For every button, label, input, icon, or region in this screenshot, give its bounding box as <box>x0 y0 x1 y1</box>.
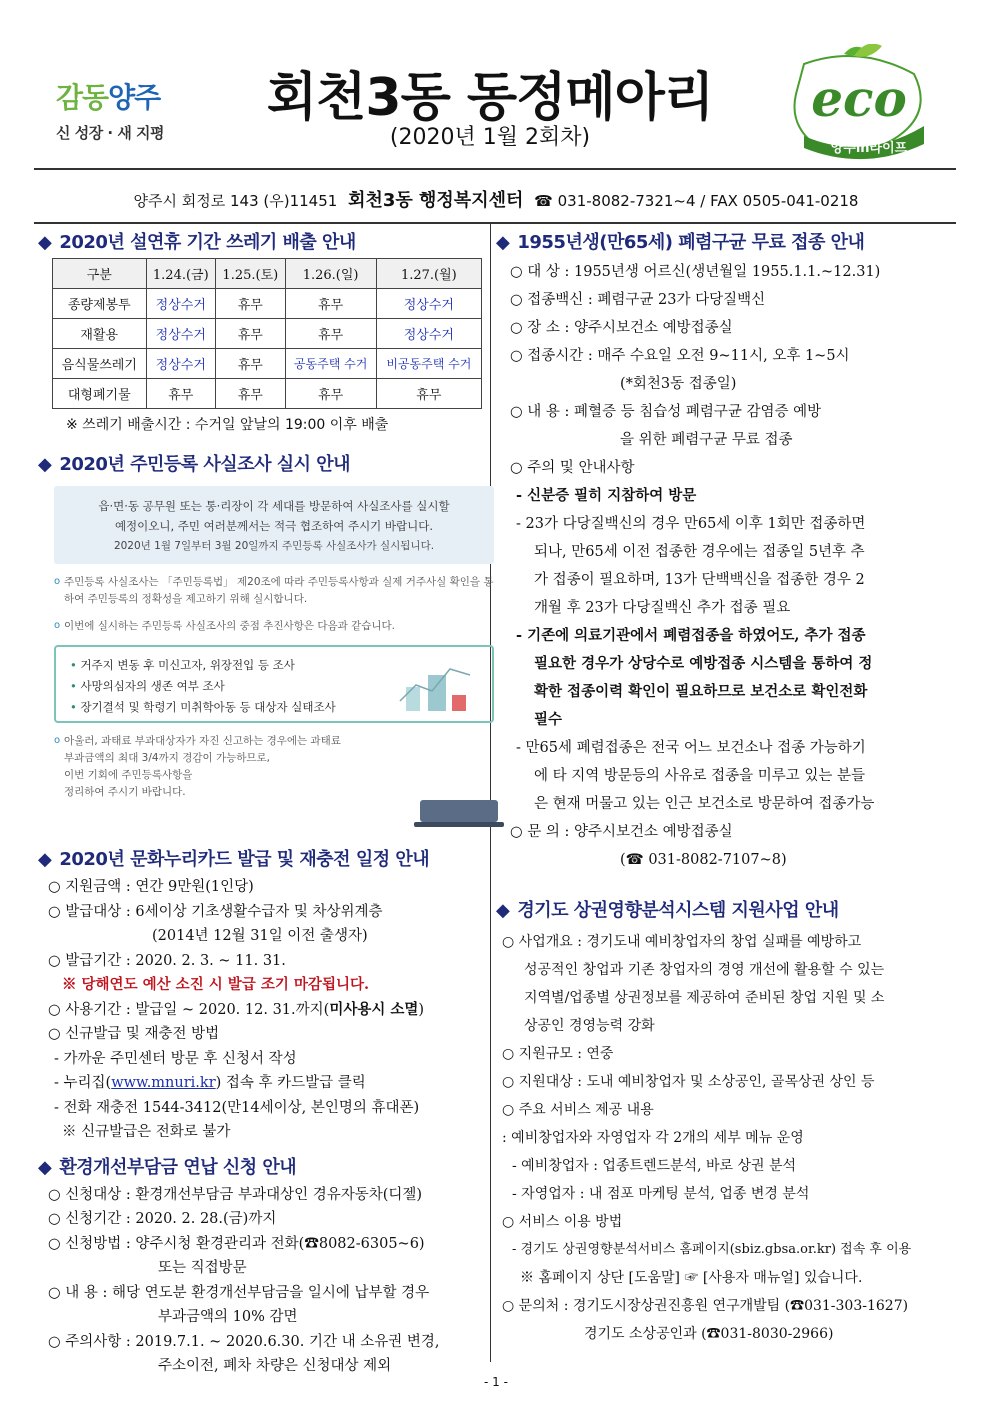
diamond-icon: ◆ <box>38 232 52 253</box>
logo-slogan: 신 성장 · 새 지평 <box>56 124 165 142</box>
vaccine-line: ○ 장 소 : 양주시보건소 예방접종실 <box>510 320 733 336</box>
nuri-line: ○ 발급대상 : 6세이상 기초생활수급자 및 차상위계층 <box>48 903 383 920</box>
census-paragraph: o 아울러, 과태료 부과대상자가 자진 신고하는 경우에는 과태료 부과금액의 최대 3/4까지 경감이 가능하므로, 이번 기회에 주민등록사항을 정리하여 주시기 바랍니다. <box>54 733 494 801</box>
market-line: ※ 홈페이지 상단 [도움말] ☞ [사용자 매뉴얼] 있습니다. <box>520 1270 863 1286</box>
center-name: 회천3동 행정복지센터 <box>348 190 524 211</box>
table-cell: 정상수거 <box>146 289 216 319</box>
market-line: 상공인 경영능력 강화 <box>524 1018 655 1034</box>
vaccine-line: - 신분증 필히 지참하여 방문 <box>516 487 697 504</box>
vaccine-line: 필수 <box>534 711 563 728</box>
house-chart-icon <box>398 655 478 715</box>
census-checklist <box>54 645 494 723</box>
table-cell: 비공동주택 수거 <box>376 349 481 379</box>
logo-brand-b: 양주 <box>108 81 161 114</box>
nuri-line: ※ 신규발급은 전화로 불가 <box>62 1124 231 1140</box>
trash-table <box>52 258 482 409</box>
table-cell: 공동주택 수거 <box>285 349 376 379</box>
market-line: : 예비창업자와 자영업자 각 2개의 세부 메뉴 운영 <box>502 1130 804 1146</box>
page-number: - 1 - <box>484 1375 508 1389</box>
vaccine-line: 을 위한 폐렴구균 무료 접종 <box>620 432 793 448</box>
diamond-icon: ◆ <box>38 1156 52 1178</box>
table-cell: 휴무 <box>146 379 216 409</box>
table-cell: 정상수거 <box>376 289 481 319</box>
section-title-vaccine: ◆ 1955년생(만65세) 폐렴구균 무료 접종 안내 <box>496 232 865 253</box>
nuri-line: ○ 지원금액 : 연간 9만원(1인당) <box>48 879 254 895</box>
quote-line: 예정이오니, 주민 여러분께서는 적극 협조하여 주시기 바랍니다. <box>114 519 434 533</box>
env-line: ○ 신청대상 : 환경개선부담금 부과대상인 경유자동차(디젤) <box>48 1186 423 1203</box>
table-row <box>53 289 482 319</box>
section-title-nuri: ◆ 2020년 문화누리카드 발급 및 재충전 일정 안내 <box>38 849 430 870</box>
nuri-line: - 전화 재충전 1544-3412(만14세이상, 본인명의 휴대폰) <box>54 1099 420 1116</box>
market-line: - 자영업자 : 내 점포 마케팅 분석, 업종 변경 분석 <box>512 1186 810 1202</box>
checklist-item: • 사망의심자의 생존 여부 조사 <box>70 676 478 697</box>
diamond-icon: ◆ <box>38 849 52 870</box>
vaccine-line: (☎ 031-8082-7107~8) <box>620 852 787 868</box>
table-cell: 휴무 <box>285 379 376 409</box>
market-line: - 경기도 상권영향분석서비스 홈페이지(sbiz.gbsa.or.kr) 접속 후 이용 <box>512 1242 912 1257</box>
quote-sub: 2020년 1월 7일부터 3월 20일까지 주민등록 사실조사가 실시됩니다. <box>113 540 435 552</box>
address: 양주시 회정로 143 (우)11451 <box>133 192 338 210</box>
vaccine-line: - 만65세 폐렴접종은 전국 어느 보건소나 접종 가능하기 <box>516 740 866 756</box>
vaccine-line: - 기존에 의료기관에서 폐렴접종을 하였어도, 추가 접종 <box>516 627 866 644</box>
table-row <box>53 349 482 379</box>
checklist-item: • 장기결석 및 학령기 미취학아동 등 대상자 실태조사 <box>70 697 478 718</box>
census-paragraph: o 이번에 실시하는 주민등록 사실조사의 중점 추진사항은 다음과 같습니다. <box>54 618 494 635</box>
right-column <box>496 224 946 1348</box>
table-cell: 휴무 <box>376 379 481 409</box>
market-line: ○ 지원규모 : 연중 <box>502 1046 614 1062</box>
logo-brand-a: 감동 <box>56 81 109 114</box>
vaccine-line: - 23가 다당질백신의 경우 만65세 이후 1회만 접종하면 <box>516 516 866 532</box>
table-cell: 휴무 <box>216 379 286 409</box>
market-line: 성공적인 창업과 기존 창업자의 경영 개선에 활용할 수 있는 <box>524 962 885 978</box>
nuri-line: ○ 발급기간 : 2020. 2. 3. ~ 11. 31. <box>48 952 286 969</box>
census-paragraph: o 주민등록 사실조사는 「주민등록법」 제20조에 따라 주민등록사항과 실제 거주사실 확인을 통하여 주민등록의 정확성을 제고하기 위해 실시합니다. <box>54 574 494 608</box>
vaccine-line: (*회천3동 접종일) <box>620 376 737 392</box>
census-infographic <box>54 486 494 831</box>
page-title: 회천3동 동정메아리 <box>266 68 714 128</box>
diamond-icon: ◆ <box>496 900 510 921</box>
table-cell: 휴무 <box>285 289 376 319</box>
left-column <box>38 224 494 1379</box>
header-cell: 구분 <box>53 259 147 289</box>
quote-line: 읍·면·동 공무원 또는 통·리장이 각 세대를 방문하여 사실조사를 실시할 <box>98 499 450 513</box>
market-line: - 예비창업자 : 업종트렌드분석, 바로 상권 분석 <box>512 1158 797 1174</box>
vaccine-line: ○ 주의 및 안내사항 <box>510 460 635 476</box>
vaccine-line: ○ 대 상 : 1955년생 어르신(생년월일 1955.1.1.~12.31) <box>510 264 881 280</box>
table-cell: 음식물쓰레기 <box>53 349 147 379</box>
market-line: ○ 주요 서비스 제공 내용 <box>502 1102 654 1118</box>
vaccine-line: ○ 내 용 : 폐혈증 등 침습성 폐렴구균 감염증 예방 <box>510 404 822 420</box>
header-divider <box>34 168 956 170</box>
laptop-icon <box>414 798 504 828</box>
eco-word: eco <box>811 69 907 128</box>
header-cell: 1.26.(일) <box>285 259 376 289</box>
nuri-line: (2014년 12월 31일 이전 출생자) <box>152 928 368 944</box>
nuri-line: - 누리집(www.mnuri.kr) 접속 후 카드발급 클릭 <box>54 1075 366 1091</box>
vaccine-line: 필요한 경우가 상당수로 예방접종 시스템을 통하여 정 <box>534 655 873 672</box>
issue-number: (2020년 1월 2회차) <box>389 125 591 150</box>
vaccine-line: ○ 문 의 : 양주시보건소 예방접종실 <box>510 824 733 840</box>
table-cell: 휴무 <box>216 289 286 319</box>
market-line: 경기도 소상공인과 (☎031-8030-2966) <box>584 1326 834 1342</box>
table-cell: 종량제봉투 <box>53 289 147 319</box>
diamond-icon: ◆ <box>496 232 510 253</box>
vaccine-line: 은 현재 머물고 있는 인근 보건소로 방문하여 접종가능 <box>534 796 875 812</box>
checklist-item: • 거주지 변동 후 미신고자, 위장전입 등 조사 <box>70 655 478 676</box>
table-cell: 재활용 <box>53 319 147 349</box>
market-line: ○ 문의처 : 경기도시장상권진흥원 연구개발팀 (☎031-303-1627) <box>502 1298 909 1314</box>
header-cell: 1.27.(월) <box>376 259 481 289</box>
vaccine-line: 되나, 만65세 이전 접종한 경우에는 접종일 5년후 추 <box>534 544 865 560</box>
table-row <box>53 379 482 409</box>
table-cell: 정상수거 <box>146 319 216 349</box>
address-line <box>0 186 992 212</box>
section-title-census: ◆ 2020년 주민등록 사실조사 실시 안내 <box>38 454 351 475</box>
env-line: 주소이전, 폐차 차량은 신청대상 제외 <box>158 1358 392 1374</box>
yangju-logo <box>56 76 196 143</box>
env-line: 부과금액의 10% 감면 <box>158 1309 298 1325</box>
diamond-icon: ◆ <box>38 454 52 475</box>
eco-sub: 양주in라이프 <box>830 141 908 156</box>
market-line: ○ 지원대상 : 도내 예비창업자 및 소상공인, 골목상권 상인 등 <box>502 1074 875 1090</box>
vaccine-body <box>496 258 946 874</box>
table-cell: 휴무 <box>216 349 286 379</box>
table-cell: 휴무 <box>216 319 286 349</box>
section-title-env: ◆ 환경개선부담금 연납 신청 안내 <box>38 1156 297 1178</box>
market-line: ○ 사업개요 : 경기도내 예비창업자의 창업 실패를 예방하고 <box>502 934 862 950</box>
env-body <box>38 1183 484 1379</box>
table-cell: 정상수거 <box>376 319 481 349</box>
vaccine-line: 가 접종이 필요하며, 13가 단백백신을 접종한 경우 2 <box>534 572 865 588</box>
eco-logo <box>784 44 934 164</box>
env-line: ○ 신청방법 : 양주시청 환경관리과 전화(☎8082-6305~6) <box>48 1235 425 1252</box>
table-cell: 휴무 <box>285 319 376 349</box>
env-line: ○ 주의사항 : 2019.7.1. ~ 2020.6.30. 기간 내 소유권 변경, <box>48 1333 440 1350</box>
census-quote <box>54 486 494 564</box>
env-line: ○ 신청기간 : 2020. 2. 28.(금)까지 <box>48 1211 277 1227</box>
nuri-body <box>38 875 484 1145</box>
page-header <box>0 0 992 230</box>
nuri-line: ○ 사용기간 : 발급일 ~ 2020. 12. 31.까지(미사용시 소멸) <box>48 1000 425 1018</box>
env-line: ○ 내 용 : 해당 연도분 환경개선부담금을 일시에 납부할 경우 <box>48 1284 430 1301</box>
table-cell: 정상수거 <box>146 349 216 379</box>
market-line: ○ 서비스 이용 방법 <box>502 1214 623 1230</box>
vaccine-line: 개월 후 23가 다당질백신 추가 접종 필요 <box>534 600 791 616</box>
contact: ☎ 031-8082-7321~4 / FAX 0505-041-0218 <box>534 192 859 210</box>
table-row <box>53 319 482 349</box>
trash-note: ※ 쓰레기 배출시간 : 수거일 앞날의 19:00 이후 배출 <box>66 417 389 433</box>
table-cell: 대형폐기물 <box>53 379 147 409</box>
nuri-warning: ※ 당해연도 예산 소진 시 발급 조기 마감됩니다. <box>62 976 370 993</box>
market-line: 지역별/업종별 상권정보를 제공하여 준비된 창업 지원 및 소 <box>524 990 885 1006</box>
vaccine-line: ○ 접종백신 : 폐렴구균 23가 다당질백신 <box>510 292 766 308</box>
nuri-line: - 가까운 주민센터 방문 후 신청서 작성 <box>54 1050 297 1067</box>
nuri-line: ○ 신규발급 및 재충전 방법 <box>48 1026 220 1042</box>
vaccine-line: ○ 접종시간 : 매주 수요일 오전 9~11시, 오후 1~5시 <box>510 348 850 364</box>
market-body <box>496 928 946 1348</box>
header-cell: 1.24.(금) <box>146 259 216 289</box>
env-line: 또는 직접방문 <box>158 1260 247 1276</box>
nuri-website-link[interactable]: www.mnuri.kr <box>111 1075 216 1091</box>
vaccine-line: 확한 접종이력 확인이 필요하므로 보건소로 확인전화 <box>534 683 868 700</box>
table-header-row <box>53 259 482 289</box>
vaccine-line: 에 타 지역 방문등의 사유로 접종을 미루고 있는 분들 <box>534 768 866 784</box>
header-cell: 1.25.(토) <box>216 259 286 289</box>
section-title-market: ◆ 경기도 상권영향분석시스템 지원사업 안내 <box>496 900 839 921</box>
section-title-trash: ◆ 2020년 설연휴 기간 쓰레기 배출 안내 <box>38 232 356 253</box>
